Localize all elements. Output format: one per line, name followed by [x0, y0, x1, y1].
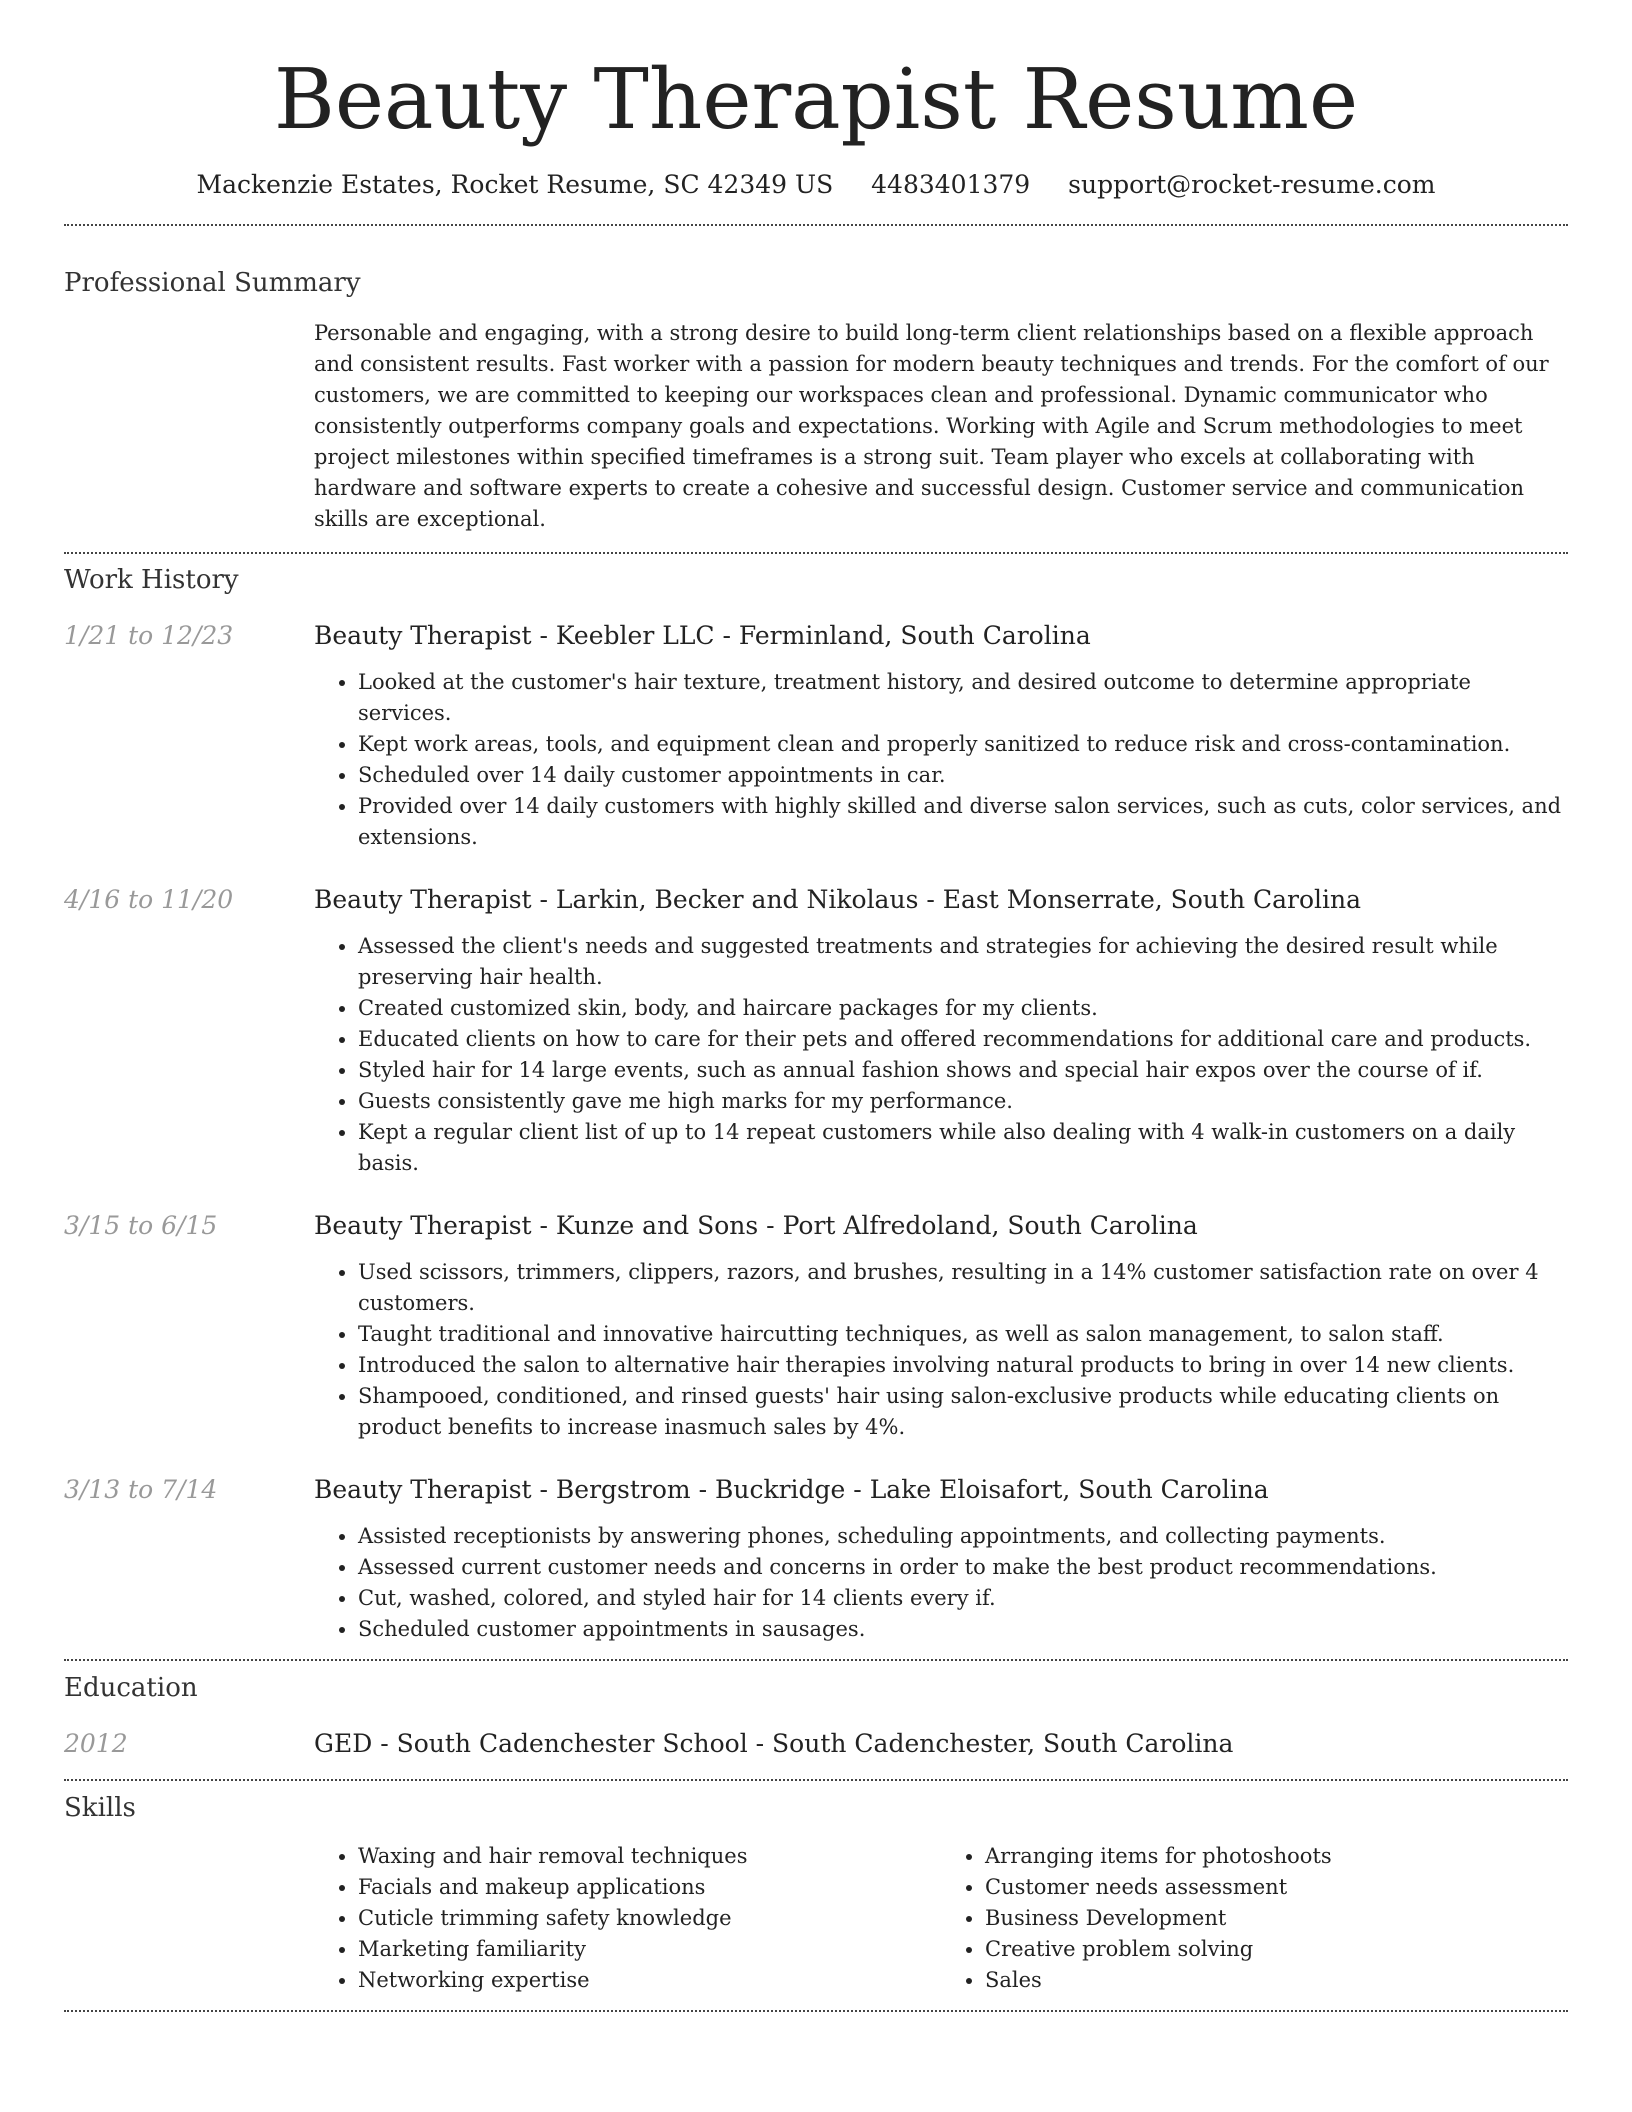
duty-item: • Styled hair for 14 large events, such as annual fashion shows and special hair expos over the course of if. — [358, 1055, 1568, 1086]
duty-item: • Introduced the salon to alternative hair therapies involving natural products to bring in over 14 new clients. — [358, 1350, 1568, 1381]
duty-item: • Assisted receptionists by answering phones, scheduling appointments, and collecting payments. — [358, 1521, 1568, 1552]
job-entry — [64, 1473, 1568, 1645]
contact-line — [64, 168, 1568, 202]
job-duties — [314, 1521, 1568, 1645]
duty-item: • Created customized skin, body, and haircare packages for my clients. — [358, 993, 1568, 1024]
skill-item: • Customer needs assessment — [985, 1872, 1568, 1903]
duty-item: • Educated clients on how to care for their pets and offered recommendations for additional care and products. — [358, 1024, 1568, 1055]
job-dates: 3/15 to 6/15 — [64, 1211, 218, 1240]
resume-page — [64, 0, 1568, 2012]
job-duties — [314, 667, 1568, 853]
skill-item: • Waxing and hair removal techniques — [358, 1841, 941, 1872]
divider — [64, 1779, 1568, 1781]
resume-title: Beauty Therapist Resume — [273, 51, 1359, 148]
job-dates: 3/13 to 7/14 — [64, 1475, 218, 1504]
skill-item: • Creative problem solving — [985, 1934, 1568, 1965]
duty-item: • Kept a regular client list of up to 14 repeat customers while also dealing with 4 walk-in customers on a daily basis. — [358, 1117, 1568, 1179]
skills-list — [314, 1841, 1568, 1996]
duty-item: • Assessed the client's needs and suggested treatments and strategies for achieving the desired result while preserving hair health. — [358, 931, 1568, 993]
job-dates: 1/21 to 12/23 — [64, 621, 234, 650]
job-title: Beauty Therapist - Keebler LLC - Ferminland, South Carolina — [314, 621, 1091, 650]
contact-phone: 4483401379 — [871, 170, 1031, 199]
job-entry — [64, 883, 1568, 1179]
skill-item: • Cuticle trimming safety knowledge — [358, 1903, 941, 1934]
education-detail: GED - South Cadenchester School - South Cadenchester, South Carolina — [314, 1729, 1234, 1758]
divider — [64, 552, 1568, 554]
duty-item: • Guests consistently gave me high marks for my performance. — [358, 1086, 1568, 1117]
job-title: Beauty Therapist - Bergstrom - Buckridge - Lake Eloisafort, South Carolina — [314, 1475, 1269, 1504]
job-title: Beauty Therapist - Larkin, Becker and Nikolaus - East Monserrate, South Carolina — [314, 885, 1362, 914]
divider — [64, 2010, 1568, 2012]
duty-item: • Scheduled over 14 daily customer appointments in car. — [358, 760, 1568, 791]
job-duties — [314, 1257, 1568, 1443]
duty-item: • Cut, washed, colored, and styled hair for 14 clients every if. — [358, 1583, 1568, 1614]
duty-item: • Looked at the customer's hair texture, treatment history, and desired outcome to determine appropriate services. — [358, 667, 1568, 729]
skill-item: • Networking expertise — [358, 1965, 941, 1996]
duty-item: • Provided over 14 daily customers with highly skilled and diverse salon services, such as cuts, color services, and extensions. — [358, 791, 1568, 853]
duty-item: • Assessed current customer needs and concerns in order to make the best product recommendations. — [358, 1552, 1568, 1583]
duty-item: • Scheduled customer appointments in sausages. — [358, 1614, 1568, 1645]
summary-text: Personable and engaging, with a strong desire to build long-term client relationships based on a flexible approach and consistent results. Fast worker with a passion for modern beauty techniques and trends. For the comfort of our customers, we are committed to keeping our workspaces clean and professional. Dynamic communicator who consistently outperforms company goals and expectations. Working with Agile and Scrum methodologies to meet project milestones within specified timeframes is a strong suit. Team player who excels at collaborating with hardware and software experts to create a cohesive and successful design. Customer service and communication skills are exceptional. — [314, 321, 1549, 531]
skills-column-right — [941, 1841, 1568, 1996]
section-heading-work: Work History — [64, 565, 239, 595]
section-heading-summary: Professional Summary — [64, 268, 361, 298]
job-title: Beauty Therapist - Kunze and Sons - Port Alfredoland, South Carolina — [314, 1211, 1198, 1240]
job-dates: 4/16 to 11/20 — [64, 885, 234, 914]
education-year: 2012 — [64, 1729, 128, 1758]
education-entry — [64, 1727, 1568, 1761]
skill-item: • Business Development — [985, 1903, 1568, 1934]
job-entry — [64, 619, 1568, 853]
duty-item: • Taught traditional and innovative haircutting techniques, as well as salon management, to salon staff. — [358, 1319, 1568, 1350]
job-entry — [64, 1209, 1568, 1443]
duty-item: • Kept work areas, tools, and equipment clean and properly sanitized to reduce risk and cross-contamination. — [358, 729, 1568, 760]
job-duties — [314, 931, 1568, 1179]
section-heading-skills: Skills — [64, 1793, 136, 1823]
divider — [64, 1659, 1568, 1661]
skill-item: • Sales — [985, 1965, 1568, 1996]
skill-item: • Facials and makeup applications — [358, 1872, 941, 1903]
skill-item: • Marketing familiarity — [358, 1934, 941, 1965]
skills-column-left — [314, 1841, 941, 1996]
contact-address: Mackenzie Estates, Rocket Resume, SC 42349 US — [196, 170, 834, 199]
divider — [64, 224, 1568, 226]
contact-email: support@rocket-resume.com — [1068, 170, 1436, 199]
duty-item: • Shampooed, conditioned, and rinsed guests' hair using salon-exclusive products while educating clients on product benefits to increase inasmuch sales by 4%. — [358, 1381, 1568, 1443]
duty-item: • Used scissors, trimmers, clippers, razors, and brushes, resulting in a 14% customer satisfaction rate on over 4 customers. — [358, 1257, 1568, 1319]
skill-item: • Arranging items for photoshoots — [985, 1841, 1568, 1872]
section-heading-education: Education — [64, 1673, 198, 1703]
